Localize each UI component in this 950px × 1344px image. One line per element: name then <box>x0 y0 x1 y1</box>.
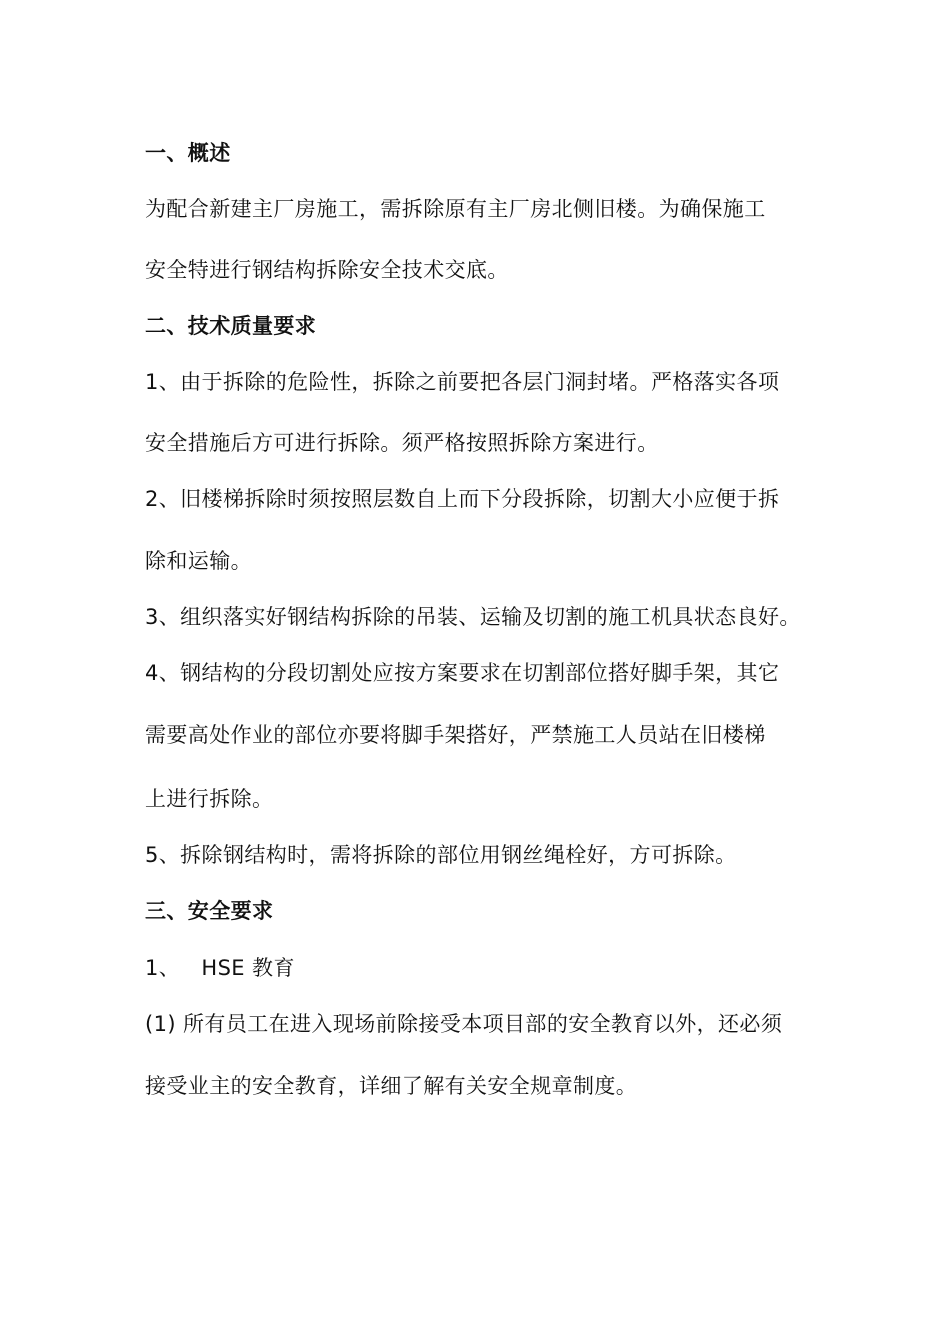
safety-item-1-line-2: 接受业主的安全教育，详细了解有关安全规章制度。 <box>145 1074 638 1098</box>
tech-item-4-line-1: 4、钢结构的分段切割处应按方案要求在切割部位搭好脚手架，其它 <box>145 661 780 685</box>
tech-item-4-line-2: 需要高处作业的部位亦要将脚手架搭好，严禁施工人员站在旧楼梯 <box>145 723 766 747</box>
safety-item-1-line-1: (1) 所有员工在进入现场前除接受本项目部的安全教育以外，还必须 <box>145 1012 783 1036</box>
safety-subheading-hse: 1、 HSE 教育 <box>145 956 295 980</box>
overview-paragraph-line-1: 为配合新建主厂房施工，需拆除原有主厂房北侧旧楼。为确保施工 <box>145 197 766 221</box>
section-heading-safety: 三、安全要求 <box>145 899 274 923</box>
tech-item-2-line-1: 2、旧楼梯拆除时须按照层数自上而下分段拆除，切割大小应便于拆 <box>145 487 780 511</box>
section-heading-overview: 一、概述 <box>145 141 231 165</box>
tech-item-3-line-1: 3、组织落实好钢结构拆除的吊装、运输及切割的施工机具状态良好。 <box>145 605 801 629</box>
overview-paragraph-line-2: 安全特进行钢结构拆除安全技术交底。 <box>145 258 509 282</box>
tech-item-1-line-1: 1、由于拆除的危险性，拆除之前要把各层门洞封堵。严格落实各项 <box>145 370 780 394</box>
tech-item-4-line-3: 上进行拆除。 <box>145 787 274 811</box>
tech-item-2-line-2: 除和运输。 <box>145 549 252 573</box>
tech-item-1-line-2: 安全措施后方可进行拆除。须严格按照拆除方案进行。 <box>145 431 659 455</box>
section-heading-technical-quality: 二、技术质量要求 <box>145 314 317 338</box>
tech-item-5-line-1: 5、拆除钢结构时，需将拆除的部位用钢丝绳栓好，方可拆除。 <box>145 843 737 867</box>
